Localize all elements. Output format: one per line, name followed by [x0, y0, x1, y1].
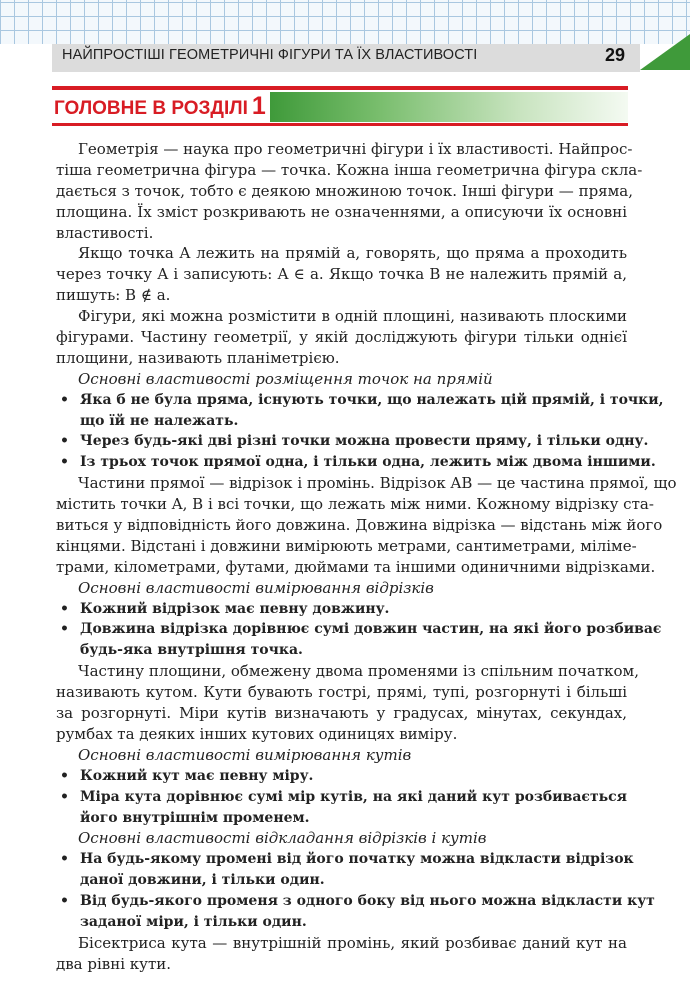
subheading-line: Основні властивості вимірювання кутів: [78, 745, 412, 764]
text-line: Геометрія — наука про геометричні фігури і їх властивості. Найпрос-: [78, 140, 633, 158]
text-line: Бісектриса кута — внутрішній промінь, який розбиває даний кут на: [78, 933, 627, 952]
bullet-line: що їй не належать.: [80, 412, 239, 429]
bullet-line: • Кожний кут має певну міру.: [56, 766, 627, 787]
text-line: виться у відповідність його довжина. Довжина відрізка — відстань між його: [56, 516, 663, 535]
bullet-line: заданої міри, і тільки один.: [80, 913, 307, 930]
text-line: Частину площини, обмежену двома променями із спільним початком,: [78, 662, 639, 681]
text-line: через точку A і записують: A ∈ a. Якщо точка B не належить прямій a,: [56, 265, 627, 284]
text-line: за розгорнуті. Міри кутів визначають у градусах, мінутах, секундах,: [56, 704, 627, 723]
text-line: трами, кілометрами, футами, дюймами та іншими одиничними відрізками.: [56, 557, 656, 576]
text-line: фігурами. Частину геометрії, у якій досліджують фігури тільки однієї: [56, 328, 627, 347]
text-line: властивості.: [56, 223, 154, 242]
text-line: називають кутом. Кути бувають гострі, прямі, тупі, розгорнуті і більші: [56, 683, 627, 702]
section-top-rule: [52, 86, 628, 90]
text-line: Якщо точка A лежить на прямій a, говорять, що пряма a проходить: [78, 244, 627, 263]
text-line: Частини прямої — відрізок і промінь. Відрізок AB — це частина прямої, що: [78, 474, 677, 493]
text-line: кінцями. Відстані і довжини вимірюють метрами, сантиметрами, міліме-: [56, 536, 637, 555]
body-text: [56, 139, 677, 975]
text-line: пишуть: B ∉ a.: [56, 286, 171, 305]
text-line: тіша геометрична фігура — точка. Кожна інша геометрична фігура скла-: [56, 160, 643, 179]
page-number: 29: [604, 45, 626, 65]
bullet-line: • Від будь-якого променя з одного боку від нього можна відкласти кут: [56, 891, 627, 912]
section-bottom-rule: [52, 123, 628, 126]
text-line: дається з точок, тобто є деякою множиною точок. Інші фігури — пряма,: [56, 181, 634, 200]
subheading-line: Основні властивості вимірювання відрізків: [78, 578, 434, 597]
text-line: містить точки A, B і всі точки, що лежать між ними. Кожному відрізку ста-: [56, 495, 654, 514]
section-number: 1: [251, 92, 266, 120]
bullet-line: • Із трьох точок прямої одна, і тільки одна, лежить між двома іншими.: [56, 452, 627, 473]
bullet-line: • На будь-якому промені від його початку можна відкласти відрізок: [56, 849, 627, 870]
text-line: два рівні кути.: [56, 954, 172, 973]
subheading-line: Основні властивості відкладання відрізків і кутів: [78, 829, 487, 848]
bullet-line: будь-яка внутрішня точка.: [80, 642, 303, 659]
bullet-line: • Міра кута дорівнює сумі мір кутів, на які даний кут розбивається: [56, 787, 627, 808]
grid-background: [0, 0, 690, 44]
running-header-title: НАЙПРОСТІШІ ГЕОМЕТРИЧНІ ФІГУРИ ТА ЇХ ВЛАСТИВОСТІ: [62, 47, 478, 63]
green-corner-triangle: [640, 34, 690, 70]
section-title-text: ГОЛОВНЕ В РОЗДІЛІ: [54, 98, 248, 119]
section-title: [54, 92, 266, 121]
bullet-line: • Кожний відрізок має певну довжину.: [56, 599, 627, 620]
subheading-line: Основні властивості розміщення точок на прямій: [78, 369, 493, 388]
text-line: румбах та деяких інших кутових одиницях виміру.: [56, 724, 458, 743]
bullet-line: • Яка б не була пряма, існують точки, що належать цій прямій, і точки,: [56, 390, 627, 411]
bullet-line: даної довжини, і тільки один.: [80, 872, 325, 889]
bullet-line: його внутрішнім променем.: [80, 809, 310, 826]
text-line: площини, називають планіметрією.: [56, 348, 340, 367]
bullet-line: • Довжина відрізка дорівнює сумі довжин частин, на які його розбиває: [56, 619, 627, 640]
text-line: Фігури, які можна розмістити в одній площині, називають плоскими: [78, 307, 627, 326]
bullet-line: • Через будь-які дві різні точки можна провести пряму, і тільки одну.: [56, 431, 627, 452]
section-green-band: [270, 92, 628, 122]
text-line: площина. Їх зміст розкривають не означеннями, а описуючи їх основні: [56, 202, 627, 221]
